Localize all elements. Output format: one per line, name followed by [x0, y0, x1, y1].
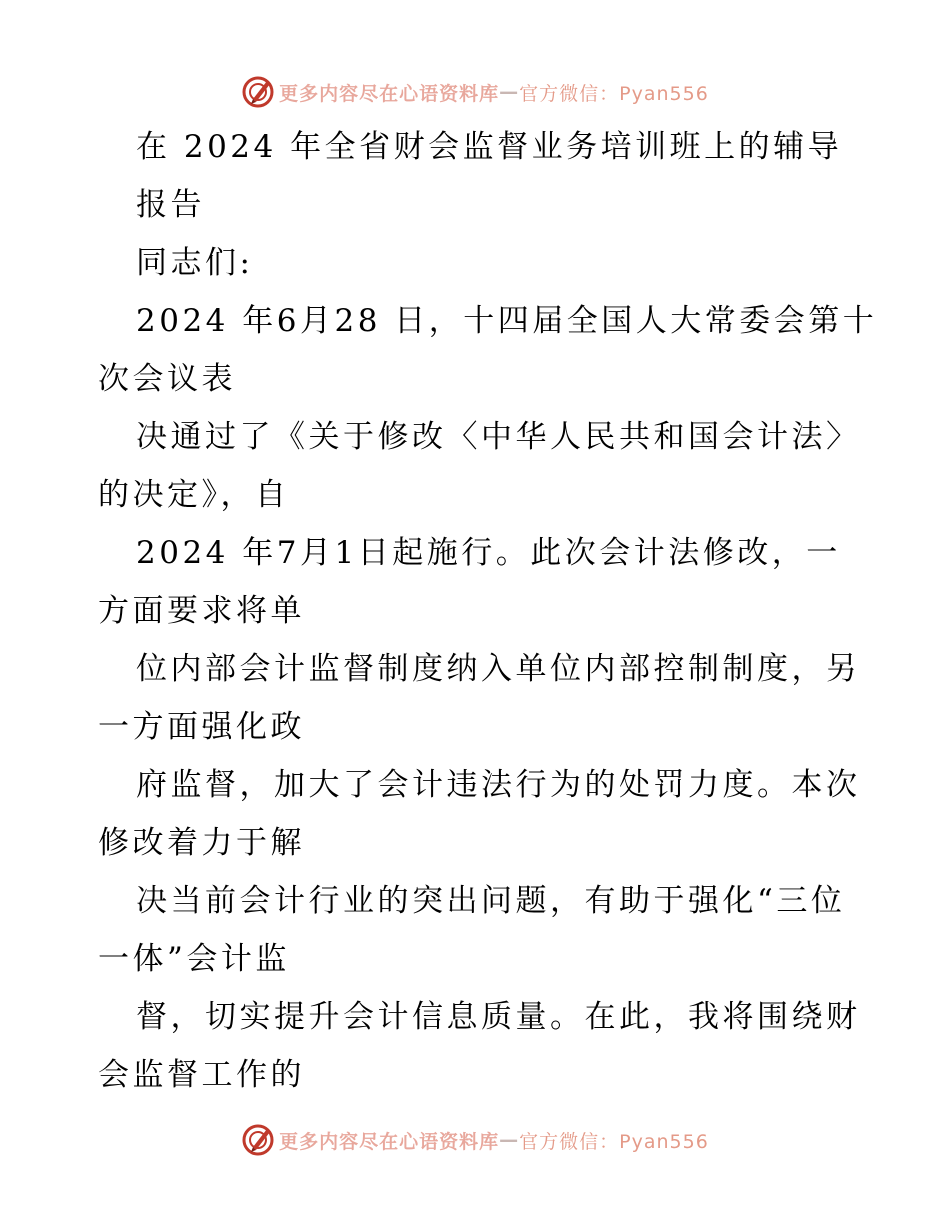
footer-banner-separator: — — [499, 1129, 520, 1151]
header-banner-text: 更多内容尽在心语资料库 — [279, 82, 500, 105]
header-banner-contact: 官方微信：Pyan556 — [519, 82, 709, 105]
pen-logo-icon — [241, 75, 275, 109]
footer-watermark-banner — [0, 1120, 950, 1160]
pen-logo-icon — [241, 1123, 275, 1157]
doc-title-line-1: 在 2024 年全省财会监督业务培训班上的辅导 — [136, 129, 843, 165]
header-banner-separator: — — [499, 81, 520, 103]
doc-text-line: 2024 年7月1日起施行。此次会计法修改，一 — [136, 535, 841, 571]
doc-text-line: 会监督工作的 — [98, 1057, 305, 1093]
doc-text-line: 决通过了《关于修改〈中华人民共和国会计法〉 — [136, 419, 861, 455]
doc-salutation: 同志们: — [136, 245, 254, 281]
doc-text-line: 督，切实提升会计信息质量。在此，我将围绕财 — [136, 999, 861, 1035]
doc-text-line: 次会议表 — [98, 361, 236, 397]
doc-text-line: 方面要求将单 — [98, 593, 305, 629]
document-body — [98, 118, 878, 1104]
doc-text-line: 2024 年6月28 日，十四届全国人大常委会第十 — [136, 303, 878, 339]
footer-banner-contact: 官方微信：Pyan556 — [519, 1130, 709, 1153]
doc-text-line: 决当前会计行业的突出问题，有助于强化“三位 — [136, 883, 846, 919]
doc-text-line: 位内部会计监督制度纳入单位内部控制制度，另 — [136, 651, 861, 687]
footer-banner-text: 更多内容尽在心语资料库 — [279, 1130, 500, 1153]
doc-text-line: 府监督，加大了会计违法行为的处罚力度。本次 — [136, 767, 861, 803]
doc-text-line: 一方面强化政 — [98, 709, 305, 745]
header-watermark-banner — [0, 72, 950, 112]
doc-text-line: 的决定》，自 — [98, 477, 290, 513]
doc-text-line: 修改着力于解 — [98, 825, 305, 861]
doc-text-line: 一体”会计监 — [98, 941, 290, 977]
doc-title-line-2: 报告 — [136, 187, 205, 223]
